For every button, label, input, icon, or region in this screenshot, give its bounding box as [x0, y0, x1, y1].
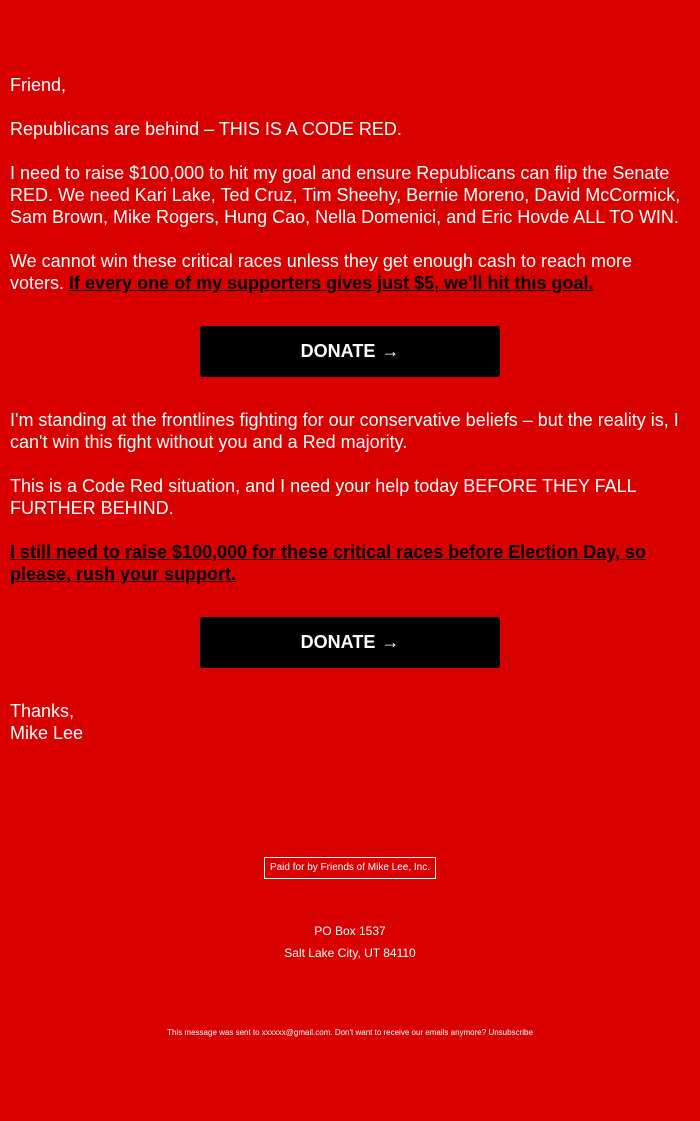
- address-line-2: Salt Lake City, UT 84110: [284, 946, 416, 960]
- donate-button-secondary[interactable]: [200, 617, 500, 668]
- fundraising-goal-paragraph: I need to raise $100,000 to hit my goal and ensure Republicans can flip the Senate RED. We need Kari Lake, Ted Cruz, Tim Sheehy, Bernie Moreno, David McCormick, Sam Brown, Mike Rogers, Hung Cao, Nella Domenici, and Eric Hovde ALL TO WIN.: [10, 163, 681, 227]
- unsubscribe-link[interactable]: Unsubscribe: [488, 1028, 533, 1037]
- code-red-paragraph: This is a Code Red situation, and I need your help today BEFORE THEY FALL FURTHER BEHIND.: [10, 476, 637, 518]
- sent-to-text: This message was sent to xxxxxx@gmail.com. Don't want to receive our emails anymore?: [167, 1028, 487, 1037]
- cash-paragraph: [10, 250, 690, 294]
- arrow-right-icon: →: [381, 341, 400, 361]
- address-line-1: PO Box 1537: [314, 924, 386, 938]
- arrow-right-icon: →: [381, 632, 400, 652]
- donate-label: DONATE: [300, 632, 376, 652]
- donate-label: DONATE: [300, 341, 376, 361]
- footer-note: [0, 1027, 700, 1039]
- still-need-paragraph: [10, 541, 690, 585]
- rush-support-link[interactable]: I still need to raise $100,000 for these critical races before Election Day, so please, rush your support.: [10, 542, 646, 584]
- cash-text: We cannot win these critical races unless they get enough cash to reach more voters.: [10, 251, 633, 293]
- paid-for-disclaimer: Paid for by Friends of Mike Lee, Inc.: [264, 857, 436, 879]
- sign-off: [10, 700, 690, 744]
- supporters-link[interactable]: If every one of my supporters gives just $5, we'll hit this goal.: [69, 273, 594, 293]
- signature: Mike Lee: [10, 723, 84, 743]
- greeting: Friend,: [10, 75, 67, 95]
- code-red-headline: Republicans are behind – THIS IS A CODE RED.: [10, 119, 402, 139]
- thanks-text: Thanks,: [10, 701, 75, 721]
- frontlines-paragraph: I'm standing at the frontlines fighting for our conservative beliefs – but the reality is, I can't win this fight without you and a Red majority.: [10, 410, 679, 452]
- donate-button[interactable]: [200, 326, 500, 377]
